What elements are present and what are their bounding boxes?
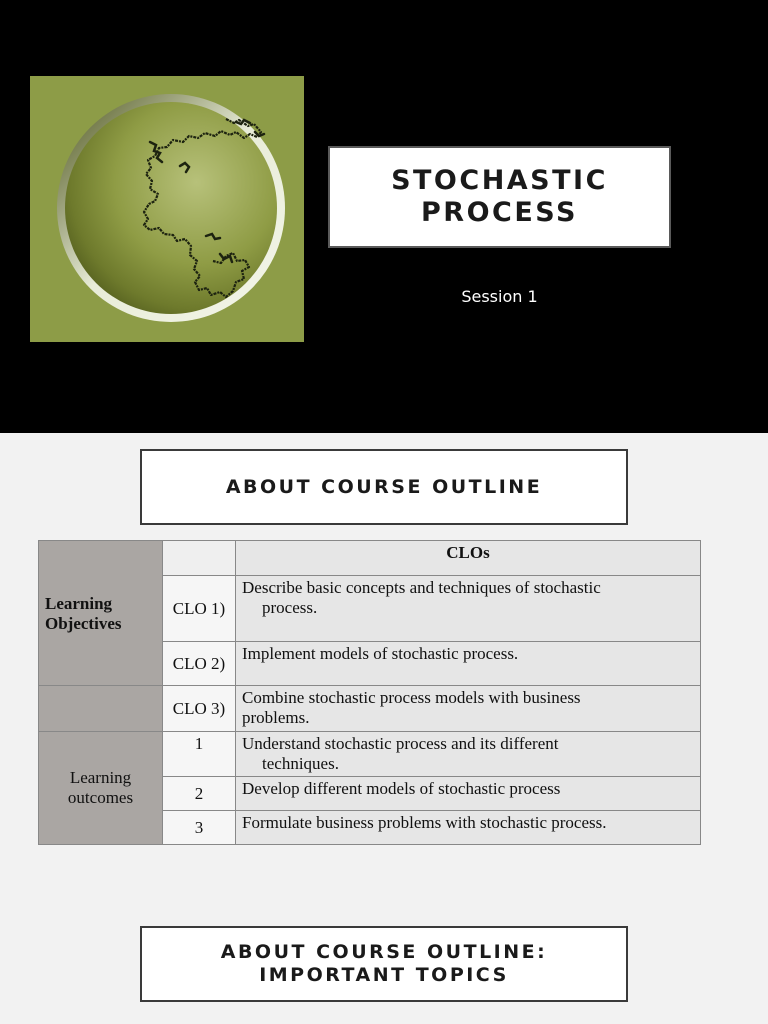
learning-objectives-label-line2: Objectives <box>45 614 122 633</box>
title-line-2: PROCESS <box>421 197 578 228</box>
row-description <box>236 811 701 845</box>
row-id: CLO 3) <box>163 686 236 732</box>
row-description-line2: techniques. <box>262 754 339 773</box>
course-outline-header <box>140 449 628 525</box>
row-id: 2 <box>163 777 236 811</box>
row-id: CLO 1) <box>163 576 236 642</box>
header-blank-cell <box>163 541 236 576</box>
title-line-1: STOCHASTIC <box>391 165 608 196</box>
row-id: 1 <box>163 732 236 777</box>
title-slide <box>0 0 768 433</box>
row-description-line1: Develop different models of stochastic process <box>242 779 561 798</box>
side-blank-cell <box>39 686 163 732</box>
important-topics-title-line1: ABOUT COURSE OUTLINE: <box>220 941 548 963</box>
clos-column-header: CLOs <box>236 541 701 576</box>
learning-objectives-label <box>39 541 163 686</box>
row-description-line1: Combine stochastic process models with business <box>242 688 581 707</box>
important-topics-header <box>140 926 628 1002</box>
title-box <box>328 146 671 248</box>
row-description <box>236 642 701 686</box>
row-description-line1: Describe basic concepts and techniques of stochastic <box>242 578 601 597</box>
row-description-line1: Implement models of stochastic process. <box>242 644 519 663</box>
row-description-line2: problems. <box>242 708 310 727</box>
row-description-line1: Understand stochastic process and its different <box>242 734 559 753</box>
row-description-line2: process. <box>262 598 318 617</box>
learning-outcomes-label-line1: Learning <box>69 768 132 787</box>
clo-table <box>38 540 701 845</box>
stochastic-sphere-image <box>30 76 304 342</box>
table-row <box>39 686 701 732</box>
table-row <box>39 732 701 777</box>
row-description <box>236 732 701 777</box>
row-description <box>236 576 701 642</box>
row-id: 3 <box>163 811 236 845</box>
row-description-line1: Formulate business problems with stochastic process. <box>242 813 607 832</box>
course-outline-title: ABOUT COURSE OUTLINE <box>225 475 543 498</box>
important-topics-title-line2: IMPORTANT TOPICS <box>259 964 509 986</box>
learning-outcomes-label <box>39 732 163 845</box>
learning-objectives-label-line1: Learning <box>45 594 113 613</box>
learning-outcomes-label-line2: outcomes <box>67 788 134 807</box>
row-description <box>236 686 701 732</box>
row-description <box>236 777 701 811</box>
course-outline-slide <box>0 433 768 1024</box>
session-label: Session 1 <box>461 287 538 306</box>
row-id: CLO 2) <box>163 642 236 686</box>
